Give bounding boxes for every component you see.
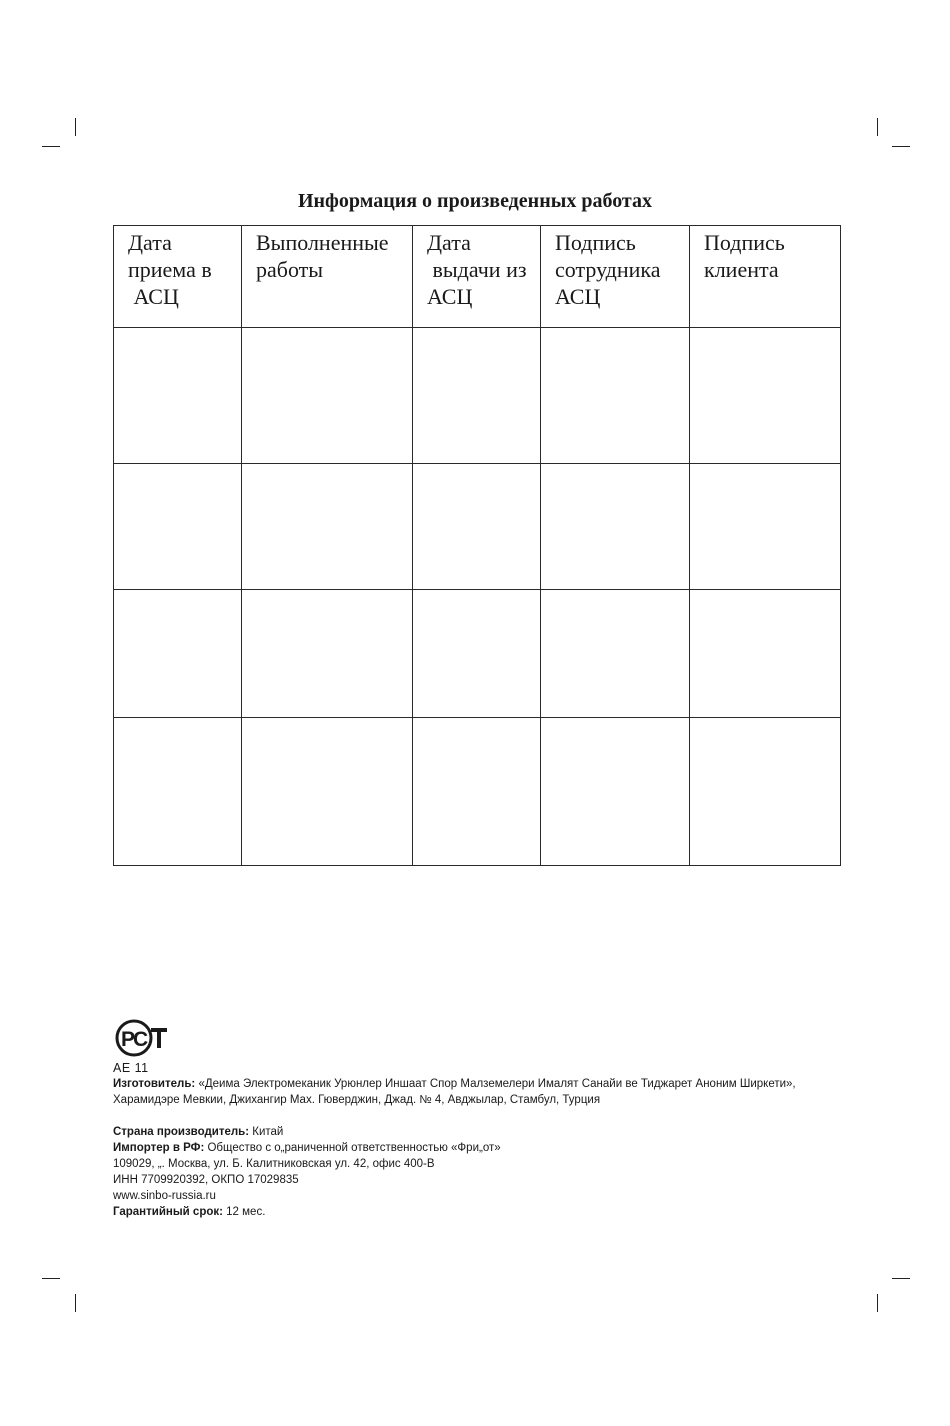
header-line: сотрудника xyxy=(555,257,661,282)
table-cell xyxy=(541,590,690,718)
table-cell xyxy=(242,328,413,464)
table-cell xyxy=(690,464,841,590)
table-row xyxy=(114,464,841,590)
work-info-table xyxy=(113,225,841,866)
header-work-performed xyxy=(242,226,413,328)
warranty-value: 12 мес. xyxy=(222,1206,266,1218)
warranty-line xyxy=(113,1204,853,1220)
table-cell xyxy=(541,718,690,866)
table-row xyxy=(114,718,841,866)
manufacturer-info xyxy=(113,1076,853,1220)
table-header-row xyxy=(114,226,841,328)
website-link[interactable]: www.sinbo-russia.ru xyxy=(113,1190,216,1202)
header-line: Подпись xyxy=(555,230,636,255)
table-row xyxy=(114,328,841,464)
table-cell xyxy=(114,718,242,866)
manufacturer-label: Изготовитель: xyxy=(113,1078,196,1090)
crop-mark-top-right-horizontal xyxy=(892,146,910,147)
crop-mark-bottom-right-horizontal xyxy=(892,1278,910,1279)
crop-mark-bottom-left-vertical xyxy=(75,1294,76,1312)
warranty-label: Гарантийный срок: xyxy=(113,1206,223,1218)
header-line: АСЦ xyxy=(555,284,601,309)
certification-code: AE 11 xyxy=(113,1061,149,1075)
importer-label: Импортер в РФ: xyxy=(113,1142,205,1154)
table-cell xyxy=(690,328,841,464)
header-line: работы xyxy=(256,257,324,282)
header-line: Дата xyxy=(128,230,172,255)
header-line: клиента xyxy=(704,257,779,282)
table-cell xyxy=(114,328,242,464)
header-line: Дата xyxy=(427,230,471,255)
table-cell xyxy=(114,590,242,718)
svg-text:Р: Р xyxy=(121,1028,136,1051)
header-line: выдачи из xyxy=(427,257,527,282)
table-cell xyxy=(242,590,413,718)
manufacturer-paragraph xyxy=(113,1076,853,1108)
header-line: приема в xyxy=(128,257,212,282)
table-cell xyxy=(541,464,690,590)
country-label: Страна производитель: xyxy=(113,1126,250,1138)
country-line xyxy=(113,1124,853,1140)
header-line: Подпись xyxy=(704,230,785,255)
header-employee-signature xyxy=(541,226,690,328)
importer-line xyxy=(113,1140,853,1156)
crop-mark-top-left-horizontal xyxy=(42,146,60,147)
crop-mark-top-right-vertical xyxy=(877,118,878,136)
pct-certification-mark-icon xyxy=(113,1016,173,1060)
table-cell xyxy=(114,464,242,590)
table-cell xyxy=(541,328,690,464)
country-value: Китай xyxy=(249,1126,284,1138)
table-cell xyxy=(690,718,841,866)
header-line: АСЦ xyxy=(128,284,179,309)
table-cell xyxy=(242,464,413,590)
address-line: 109029, „. Москва, ул. Б. Калитниковская ул. 42, офис 400-В xyxy=(113,1158,435,1170)
manufacturer-text: «Деима Электромеканик Урюнлер Иншаат Спор Малземелери Ималят Санайи ве Тиджарет Аноним Ширкети», Харамидэре Мевкии, Джихангир Мах. Гюверджин, Джад. № 4, Авджылар, Стамбул, Турция xyxy=(113,1078,796,1106)
header-date-received xyxy=(114,226,242,328)
table-cell xyxy=(413,718,541,866)
ids-line: ИНН 7709920392, ОКПО 17029835 xyxy=(113,1174,299,1186)
table-cell xyxy=(242,718,413,866)
crop-mark-bottom-right-vertical xyxy=(877,1294,878,1312)
svg-text:С: С xyxy=(133,1028,149,1051)
header-client-signature xyxy=(690,226,841,328)
table-cell xyxy=(690,590,841,718)
table-row xyxy=(114,590,841,718)
header-line: АСЦ xyxy=(427,284,473,309)
page-title: Информация о произведенных работах xyxy=(297,190,653,212)
header-date-issued xyxy=(413,226,541,328)
importer-value: Общество с о„раниченной ответственностью «Фри„от» xyxy=(204,1142,501,1154)
table-cell xyxy=(413,328,541,464)
crop-mark-bottom-left-horizontal xyxy=(42,1278,60,1279)
crop-mark-top-left-vertical xyxy=(75,118,76,136)
header-line: Выполненные xyxy=(256,230,389,255)
table-cell xyxy=(413,464,541,590)
table-cell xyxy=(413,590,541,718)
footer xyxy=(113,1016,853,1220)
